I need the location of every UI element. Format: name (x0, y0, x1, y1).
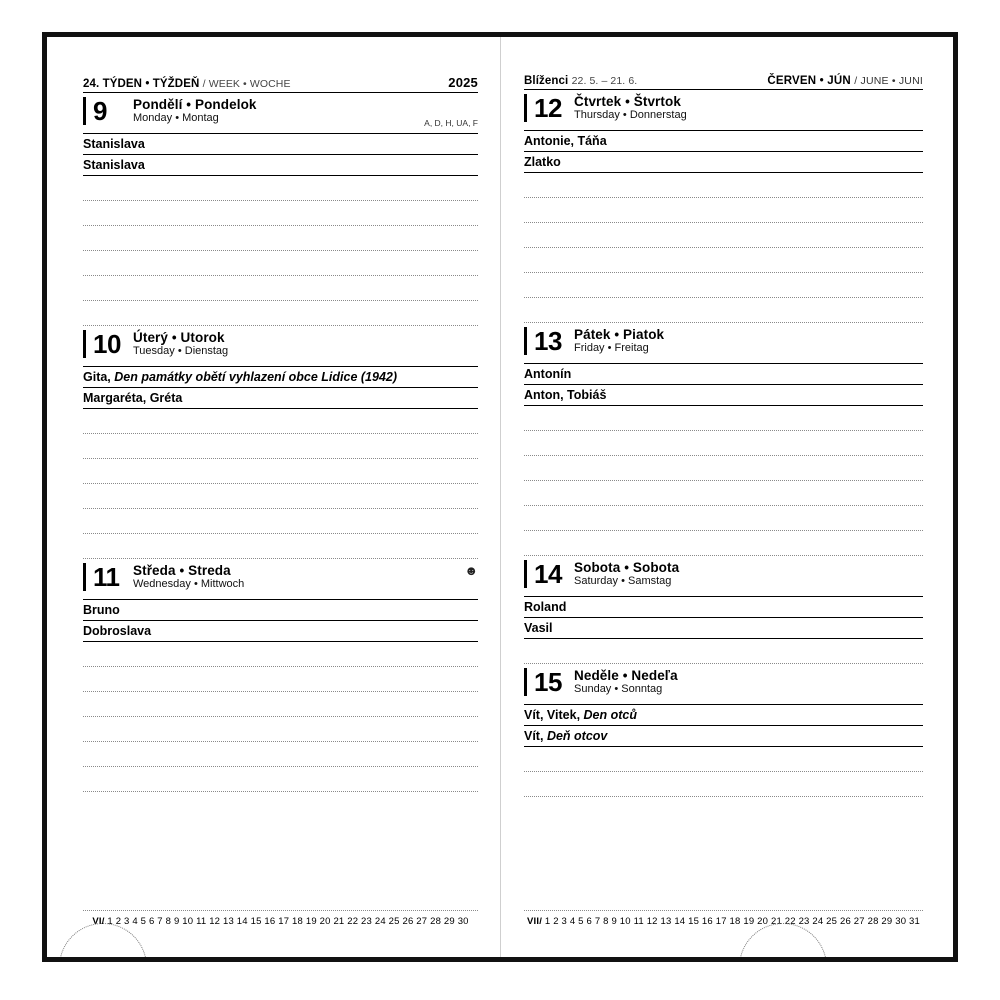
day-name-sub: Sunday • Sonntag (574, 683, 663, 695)
writing-line[interactable] (524, 298, 923, 323)
day-block (524, 560, 923, 664)
writing-lines[interactable] (524, 173, 923, 323)
week-label-sub: / WEEK • WOCHE (202, 78, 291, 90)
day-names (574, 560, 923, 588)
day-header (524, 668, 923, 705)
writing-line[interactable] (83, 226, 478, 251)
month-roman: VII/ (526, 916, 543, 927)
right-page-header (524, 75, 923, 90)
day-names (133, 97, 424, 125)
day-accent-bar (83, 330, 86, 358)
day-header (83, 330, 478, 367)
nameday-primary: Anton, Tobiáš (524, 388, 607, 402)
left-page-header (83, 75, 478, 93)
day-number: 9 (93, 96, 107, 126)
nameday-line (83, 388, 478, 409)
nameday-line (83, 621, 478, 642)
nameday-primary: Vít, Vitek, (524, 708, 581, 722)
nameday-note: Deň otcov (546, 729, 608, 743)
day-number-group (83, 563, 127, 591)
month-strip (83, 910, 478, 927)
day-names (574, 668, 923, 696)
day-block (524, 327, 923, 556)
day-accent-bar (83, 563, 86, 591)
day-number-group (83, 330, 127, 358)
spread (47, 37, 953, 957)
planner-spread (42, 32, 958, 962)
nameday-primary: Vasil (524, 621, 553, 635)
page-turn-arc (739, 923, 827, 962)
day-block (83, 563, 478, 792)
month-roman: VI/ (92, 916, 105, 927)
day-name-main: Úterý • Utorok (133, 330, 225, 345)
writing-lines[interactable] (524, 639, 923, 664)
writing-line[interactable] (524, 747, 923, 772)
nameday-line (524, 152, 923, 173)
day-name-sub: Saturday • Samstag (574, 575, 672, 587)
nameday-line (524, 726, 923, 747)
day-accent-bar (524, 327, 527, 355)
day-name-main: Neděle • Nedeľa (574, 668, 678, 683)
writing-line[interactable] (83, 717, 478, 742)
year-label: 2025 (448, 75, 478, 90)
day-header (524, 560, 923, 597)
day-header (83, 97, 478, 134)
writing-lines[interactable] (524, 406, 923, 556)
nameday-line (524, 705, 923, 726)
month-days: 1 2 3 4 5 6 7 8 9 10 11 12 13 14 15 16 17 18 19 20 21 22 23 24 25 26 27 28 29 30 31 (544, 916, 920, 927)
zodiac-label (524, 75, 637, 87)
month-name-main: ČERVEN • JÚN (767, 75, 851, 87)
writing-line[interactable] (83, 642, 478, 667)
nameday-line (83, 155, 478, 176)
day-name-sub: Friday • Freitag (574, 342, 649, 354)
day-number-group (524, 327, 568, 355)
month-label (767, 75, 923, 87)
day-number: 10 (93, 329, 121, 359)
writing-line[interactable] (524, 173, 923, 198)
writing-line[interactable] (83, 667, 478, 692)
writing-lines[interactable] (83, 409, 478, 559)
day-block (83, 97, 478, 326)
zodiac-name: Blíženci (524, 75, 569, 87)
day-name-main: Středa • Streda (133, 563, 231, 578)
day-number-group (83, 97, 127, 125)
day-number: 15 (534, 667, 562, 697)
writing-line[interactable] (83, 434, 478, 459)
nameday-note: Den památky obětí vyhlazení obce Lidice (1942) (114, 370, 398, 384)
writing-line[interactable] (524, 639, 923, 664)
writing-line[interactable] (524, 248, 923, 273)
day-accent-bar (83, 97, 86, 125)
day-accent-bar (524, 560, 527, 588)
nameday-line (524, 618, 923, 639)
day-number: 13 (534, 326, 562, 356)
day-names (574, 94, 923, 122)
week-label (83, 78, 291, 90)
writing-line[interactable] (524, 506, 923, 531)
writing-line[interactable] (83, 509, 478, 534)
month-days: 1 2 3 4 5 6 7 8 9 10 11 12 13 14 15 16 17 18 19 20 21 22 23 24 25 26 27 28 29 30 (107, 916, 469, 927)
nameday-primary: Margaréta, Gréta (83, 391, 183, 405)
day-name-sub: Monday • Montag (133, 112, 219, 124)
writing-line[interactable] (83, 201, 478, 226)
nameday-primary: Zlatko (524, 155, 561, 169)
nameday-line (524, 597, 923, 618)
day-header (524, 94, 923, 131)
writing-line[interactable] (83, 692, 478, 717)
writing-line[interactable] (524, 772, 923, 797)
nameday-line (83, 134, 478, 155)
day-name-sub: Thursday • Donnerstag (574, 109, 687, 121)
nameday-primary: Antonín (524, 367, 572, 381)
week-label-main: 24. TÝDEN • TÝŽDEŇ (83, 78, 200, 90)
day-number: 11 (93, 562, 120, 592)
writing-line[interactable] (83, 176, 478, 201)
nameday-line (83, 600, 478, 621)
zodiac-range: 22. 5. – 21. 6. (571, 75, 638, 87)
day-block (524, 94, 923, 323)
month-name-sub: / JUNE • JUNI (854, 75, 923, 87)
writing-line[interactable] (83, 276, 478, 301)
nameday-primary: Stanislava (83, 137, 145, 151)
day-names (133, 563, 464, 591)
nameday-line (524, 385, 923, 406)
day-number-group (524, 94, 568, 122)
moon-phase-icon: ☻ (464, 563, 478, 578)
nameday-primary: Dobroslava (83, 624, 152, 638)
nameday-primary: Roland (524, 600, 567, 614)
writing-line[interactable] (83, 301, 478, 326)
nameday-line (83, 367, 478, 388)
day-name-main: Pondělí • Pondelok (133, 97, 257, 112)
day-country-codes: A, D, H, UA, F (424, 118, 478, 128)
writing-line[interactable] (83, 409, 478, 434)
writing-line[interactable] (83, 251, 478, 276)
writing-line[interactable] (524, 273, 923, 298)
day-names (574, 327, 923, 355)
day-name-main: Čtvrtek • Štvrtok (574, 94, 681, 109)
day-accent-bar (524, 94, 527, 122)
day-block (524, 668, 923, 797)
day-name-sub: Tuesday • Dienstag (133, 345, 229, 357)
nameday-primary: Antonie, Táňa (524, 134, 607, 148)
left-page (47, 37, 500, 957)
nameday-primary: Gita, (83, 370, 111, 384)
day-name-sub: Wednesday • Mittwoch (133, 578, 245, 590)
day-header (83, 563, 478, 600)
writing-lines[interactable] (524, 747, 923, 797)
writing-line[interactable] (83, 767, 478, 792)
day-number-group (524, 668, 568, 696)
day-name-main: Sobota • Sobota (574, 560, 680, 575)
nameday-primary: Stanislava (83, 158, 145, 172)
day-header (524, 327, 923, 364)
day-accent-bar (524, 668, 527, 696)
writing-line[interactable] (83, 742, 478, 767)
writing-line[interactable] (83, 534, 478, 559)
day-number-group (524, 560, 568, 588)
day-number: 14 (534, 559, 562, 589)
nameday-line (524, 131, 923, 152)
writing-line[interactable] (83, 459, 478, 484)
day-block (83, 330, 478, 559)
writing-line[interactable] (524, 531, 923, 556)
nameday-primary: Vít, (524, 729, 544, 743)
writing-line[interactable] (524, 431, 923, 456)
writing-lines[interactable] (83, 642, 478, 792)
right-page (500, 37, 953, 957)
nameday-note: Den otců (583, 708, 638, 722)
writing-line[interactable] (524, 456, 923, 481)
writing-line[interactable] (524, 406, 923, 431)
writing-line[interactable] (524, 223, 923, 248)
page-turn-arc (59, 923, 147, 962)
nameday-primary: Bruno (83, 603, 120, 617)
nameday-line (524, 364, 923, 385)
writing-lines[interactable] (83, 176, 478, 326)
month-strip (524, 910, 923, 927)
day-number: 12 (534, 93, 562, 123)
day-name-main: Pátek • Piatok (574, 327, 665, 342)
day-names (133, 330, 478, 358)
writing-line[interactable] (524, 198, 923, 223)
writing-line[interactable] (524, 481, 923, 506)
writing-line[interactable] (83, 484, 478, 509)
